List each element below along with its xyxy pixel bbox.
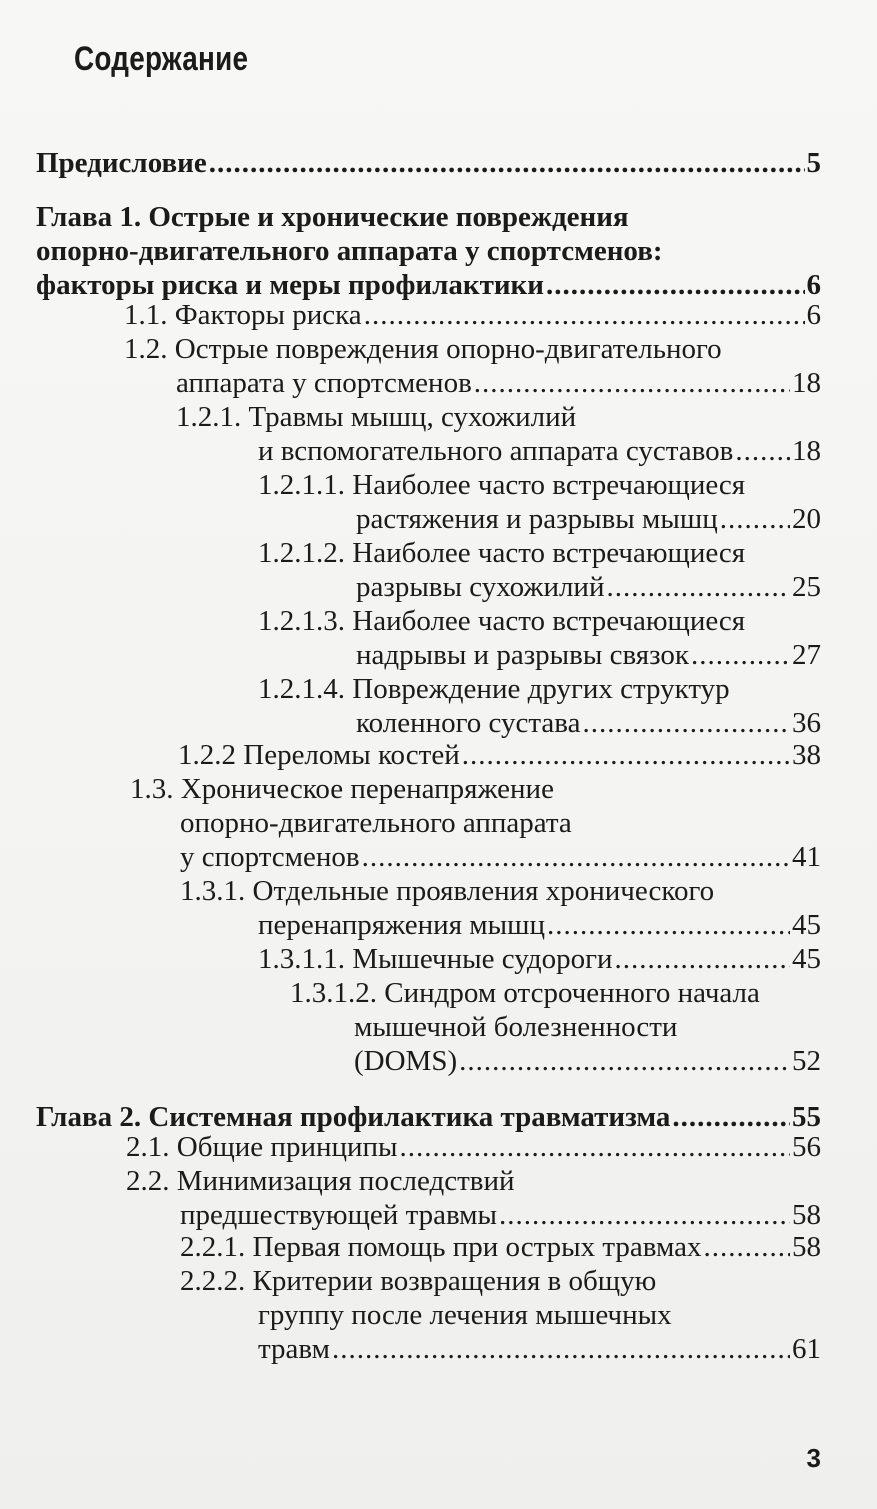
toc-entry-title: Глава 1. Острые и хронические повреждения [36,201,629,233]
toc-leader-dots [691,638,790,672]
toc-line [258,1332,821,1366]
toc-leader-dots [546,268,805,302]
toc-line [124,332,722,366]
toc-line [258,908,821,942]
toc-entry-title: надрывы и разрывы связок [356,639,689,671]
toc-line [258,434,821,468]
toc-line [126,1130,821,1164]
toc-entry-title: 1.2.1.4. Повреждение других структур [258,673,730,705]
toc-line [354,1044,821,1078]
toc-entry-title: 1.3.1.2. Синдром отсроченного начала [290,977,760,1009]
toc-entry-title: 1.3. Хроническое перенапряжение [130,773,554,805]
toc-leader-dots [703,1230,790,1264]
toc-leader-dots [606,570,790,604]
toc-entry-title: травм [258,1333,330,1365]
toc-leader-dots [672,1100,790,1134]
toc-entry-page: 5 [806,147,821,179]
toc-line [180,1264,656,1298]
toc-entry-page: 58 [792,1231,821,1263]
toc-line [258,468,745,502]
toc-leader-dots [615,942,790,976]
toc-leader-dots [209,146,805,180]
toc-line [36,234,663,268]
toc-entry-page: 18 [792,367,821,399]
toc-entry-title: опорно-двигательного аппарата [180,807,572,839]
toc-entry-title: коленного сустава [356,707,581,739]
toc-entry-page: 18 [792,435,821,467]
toc-leader-dots [474,366,790,400]
toc-entry-title: предшествующей травмы [180,1199,498,1231]
toc-entry-page: 36 [792,707,821,739]
toc-leader-dots [735,434,790,468]
toc-entry-title: 1.2.1.2. Наиболее часто встречающиеся [258,537,746,569]
toc-line [180,874,714,908]
toc-entry-title: Предисловие [36,147,207,179]
toc-entry-title: у спортсменов [180,841,360,873]
toc-line [356,638,821,672]
toc-entry-page: 6 [806,299,821,331]
toc-entry-page: 56 [792,1131,821,1163]
toc-entry-title: разрывы сухожилий [356,571,605,603]
toc-entry-page: 41 [792,841,821,873]
toc-line [180,1198,821,1232]
toc-leader-dots [720,502,790,536]
toc-line [258,536,745,570]
page-number: 3 [806,1443,821,1473]
toc-entry-page: 25 [792,571,821,603]
toc-line [36,1100,821,1134]
toc-entry-title: группу после лечения мышечных [258,1299,672,1331]
toc-leader-dots [364,298,805,332]
toc-line [258,672,730,706]
toc-line [176,366,821,400]
toc-leader-dots [462,738,790,772]
toc-line [356,502,821,536]
toc-entry-title: Глава 2. Системная профилактика травматизма [36,1101,671,1133]
toc-entry-page: 52 [792,1045,821,1077]
toc-entry-title: 1.1. Факторы риска [124,299,362,331]
toc-entry-title: растяжения и разрывы мышц [356,503,718,535]
toc-entry-title: опорно-двигательного аппарата у спортсменов: [36,235,663,267]
toc-line [258,1298,672,1332]
toc-line [130,772,554,806]
toc-entry-title: 1.2.1.3. Наиболее часто встречающиеся [258,605,746,637]
toc-line [124,298,821,332]
toc-entry-title: 1.2.1.1. Наиболее часто встречающиеся [258,469,746,501]
toc-line [356,706,821,740]
toc-entry-title: 2.2.2. Критерии возвращения в общую [180,1265,657,1297]
toc-line [176,400,576,434]
toc-leader-dots [499,1198,790,1232]
toc-line [36,146,821,180]
toc-entry-title: аппарата у спортсменов [176,367,472,399]
toc-entry-title: 1.2.1. Травмы мышц, сухожилий [176,401,577,433]
toc-entry-title: 2.2. Минимизация последствий [126,1165,515,1197]
toc-leader-dots [362,840,790,874]
toc-entry-page: 6 [806,269,821,301]
toc-entry-title: 1.3.1.1. Мышечные судороги [258,943,613,975]
toc-line [180,806,572,840]
toc-entry-title: 2.2.1. Первая помощь при острых травмах [180,1231,702,1263]
toc-entry-page: 20 [792,503,821,535]
toc-line [354,1010,677,1044]
toc-entry-title: 1.2.2 Переломы костей [178,739,460,771]
toc-leader-dots [582,706,790,740]
toc-line [290,976,760,1010]
toc-line [36,268,821,302]
toc-entry-title: 1.2. Острые повреждения опорно-двигательного [124,333,722,365]
toc-line [258,942,821,976]
toc-line [258,604,745,638]
toc-line [356,570,821,604]
toc-entry-title: 1.3.1. Отдельные проявления хронического [180,875,715,907]
toc-entry-title: 2.1. Общие принципы [126,1131,398,1163]
toc-line [126,1164,515,1198]
toc-leader-dots [547,908,790,942]
toc-entry-page: 55 [792,1101,821,1133]
toc-entry-page: 27 [792,639,821,671]
toc-entry-title: (DOMS) [354,1045,458,1077]
toc-leader-dots [400,1130,790,1164]
toc-entry-page: 58 [792,1199,821,1231]
toc-line [178,738,821,772]
toc-entry-page: 45 [792,943,821,975]
toc-entry-title: перенапряжения мышц [258,909,545,941]
toc-entry-page: 38 [792,739,821,771]
toc-line [180,840,821,874]
page-title: Содержание [74,40,249,78]
toc-entry-title: и вспомогательного аппарата суставов [258,435,734,467]
toc-line [36,200,629,234]
toc-leader-dots [332,1332,790,1366]
toc-line [180,1230,821,1264]
toc-leader-dots [459,1044,790,1078]
toc-entry-title: мышечной болезненности [354,1011,678,1043]
toc-entry-page: 61 [792,1333,821,1365]
toc-entry-title: факторы риска и меры профилактики [36,269,544,301]
toc-entry-page: 45 [792,909,821,941]
